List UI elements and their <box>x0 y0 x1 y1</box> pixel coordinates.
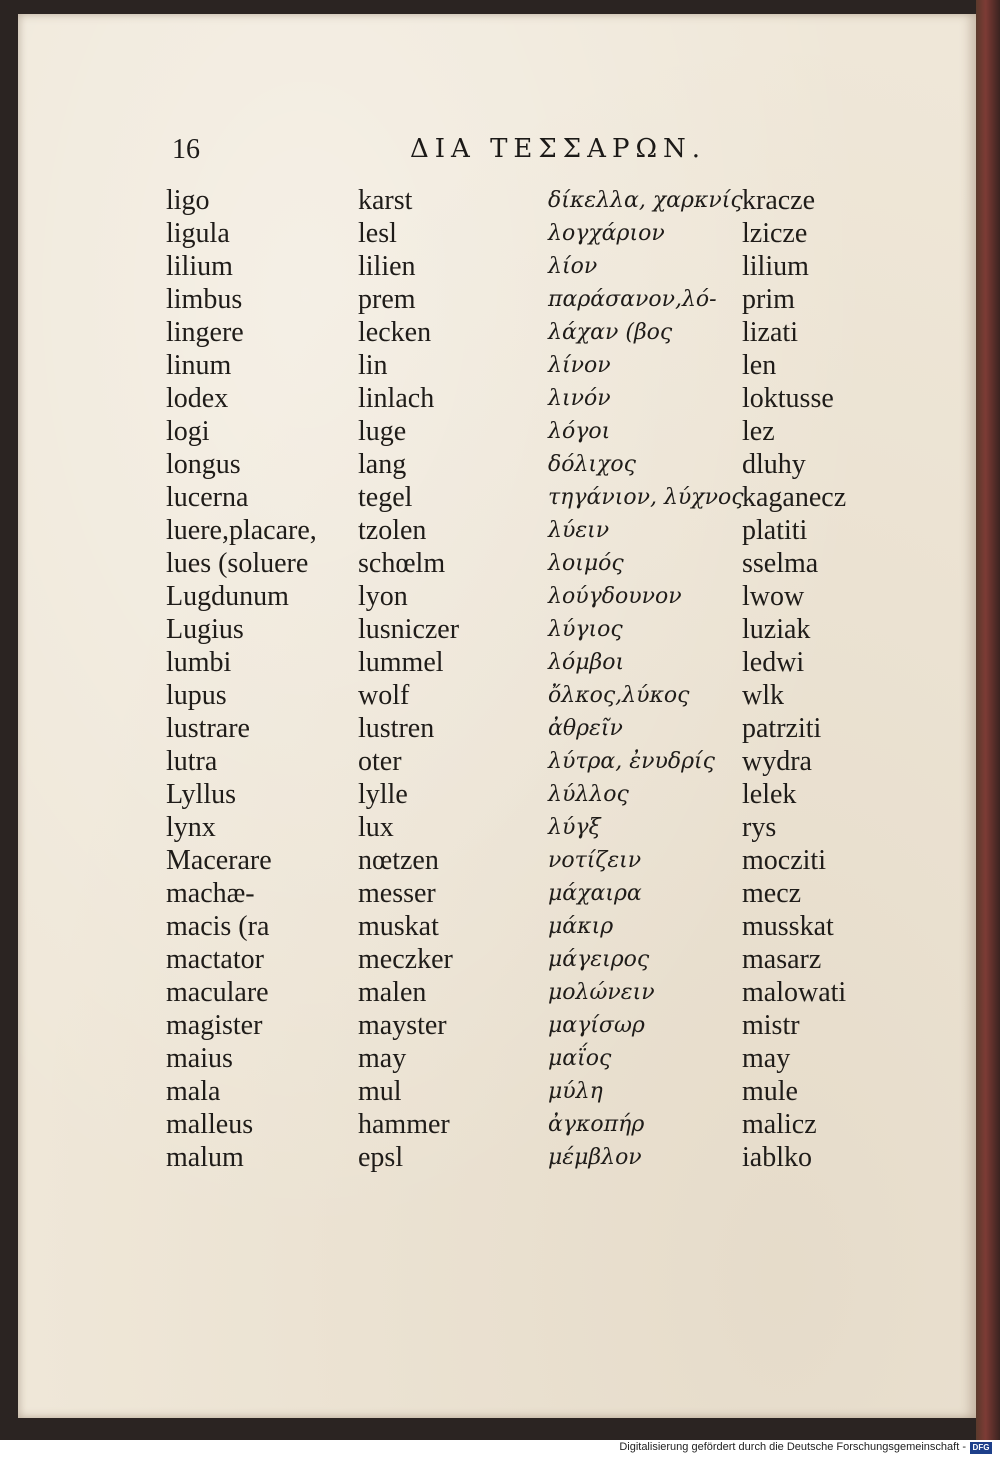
polish-entry: may <box>742 1043 791 1074</box>
greek-entry: μολώνειν <box>548 980 655 1005</box>
latin-entry: lilium <box>166 251 233 282</box>
german-entry: lusniczer <box>358 614 460 645</box>
german-entry: lylle <box>358 779 408 810</box>
german-entry: tegel <box>358 482 413 513</box>
latin-entry: machæ- <box>166 878 255 909</box>
polish-entry: lzicze <box>742 218 808 249</box>
latin-entry: Lugdunum <box>166 581 289 612</box>
german-entry: wolf <box>358 680 410 711</box>
greek-entry: ἀθρεῖν <box>548 716 623 741</box>
greek-entry: λίον <box>548 254 598 279</box>
latin-entry: luere,placare, <box>166 515 317 546</box>
german-entry: lummel <box>358 647 444 678</box>
greek-entry: λούγδουνον <box>548 584 682 609</box>
polish-entry: masarz <box>742 944 822 975</box>
latin-entry: logi <box>166 416 210 447</box>
greek-entry: μέμβλον <box>548 1145 642 1170</box>
german-entry: karst <box>358 185 413 216</box>
polish-entry: mecz <box>742 878 802 909</box>
greek-entry: μάκιρ <box>548 914 614 939</box>
funding-credit: Digitalisierung gefördert durch die Deutsche Forschungsgemeinschaft - <box>619 1441 966 1453</box>
german-entry: mul <box>358 1076 402 1107</box>
polish-entry: malicz <box>742 1109 817 1140</box>
german-entry: lux <box>358 812 394 843</box>
polish-entry: kracze <box>742 185 816 216</box>
latin-entry: lingere <box>166 317 244 348</box>
polish-entry: rys <box>742 812 777 843</box>
book-edge <box>976 0 1000 1440</box>
page-header <box>0 134 1000 174</box>
greek-entry: λύτρα, ἐνυδρίς <box>548 749 715 774</box>
latin-entry: longus <box>166 449 241 480</box>
german-entry: hammer <box>358 1109 450 1140</box>
greek-entry: δόλιχος <box>548 452 636 477</box>
greek-entry: δίκελλα, χαρκνίς <box>548 188 743 213</box>
latin-entry: limbus <box>166 284 243 315</box>
german-entry: linlach <box>358 383 435 414</box>
latin-entry: Lyllus <box>166 779 237 810</box>
polish-entry: wydra <box>742 746 812 777</box>
german-entry: may <box>358 1043 407 1074</box>
greek-entry: λοιμός <box>548 551 624 576</box>
german-entry: tzolen <box>358 515 427 546</box>
german-entry: messer <box>358 878 436 909</box>
greek-entry: λύειν <box>548 518 610 543</box>
polish-entry: platiti <box>742 515 808 546</box>
polish-entry: sselma <box>742 548 819 579</box>
german-entry: lecken <box>358 317 432 348</box>
greek-entry: λόγοι <box>548 419 611 444</box>
polish-entry: wlk <box>742 680 784 711</box>
running-title: ΔΙΑ ΤΕΣΣΑΡΩΝ. <box>410 134 707 164</box>
german-entry: epsl <box>358 1142 404 1173</box>
greek-entry: μάγειρος <box>548 947 650 972</box>
latin-entry: magister <box>166 1010 263 1041</box>
german-entry: lilien <box>358 251 416 282</box>
polish-entry: mule <box>742 1076 798 1107</box>
polish-entry: lwow <box>742 581 805 612</box>
latin-entry: malum <box>166 1142 244 1173</box>
footer-bar <box>0 1440 1000 1457</box>
polish-entry: kaganecz <box>742 482 847 513</box>
greek-entry: μύλη <box>548 1079 603 1104</box>
polish-entry: prim <box>742 284 795 315</box>
german-column <box>358 184 548 1174</box>
latin-entry: lupus <box>166 680 227 711</box>
latin-entry: Lugius <box>166 614 244 645</box>
greek-entry: τηγάνιον, λύχνος <box>548 485 744 510</box>
polish-entry: malowati <box>742 977 847 1008</box>
german-entry: luge <box>358 416 407 447</box>
polish-entry: ledwi <box>742 647 805 678</box>
greek-entry: ἀγκοπήρ <box>548 1112 645 1137</box>
latin-entry: lutra <box>166 746 218 777</box>
german-entry: prem <box>358 284 416 315</box>
latin-entry: ligo <box>166 185 210 216</box>
polish-entry: lez <box>742 416 775 447</box>
latin-entry: lynx <box>166 812 216 843</box>
polish-entry: dluhy <box>742 449 806 480</box>
greek-entry: νοτίζειν <box>548 848 642 873</box>
polish-entry: patrziti <box>742 713 822 744</box>
polish-column <box>742 184 912 1174</box>
greek-entry: λύγξ <box>548 815 601 840</box>
greek-entry: λάχαν (βος <box>548 320 673 345</box>
latin-entry: Macerare <box>166 845 272 876</box>
german-entry: schœlm <box>358 548 446 579</box>
latin-entry: mactator <box>166 944 264 975</box>
greek-entry: παράσανον,λό- <box>548 287 717 312</box>
polish-entry: lilium <box>742 251 809 282</box>
german-entry: lesl <box>358 218 397 249</box>
german-entry: lin <box>358 350 388 381</box>
latin-entry: ligula <box>166 218 230 249</box>
latin-entry: maculare <box>166 977 269 1008</box>
polish-entry: loktusse <box>742 383 834 414</box>
german-entry: lyon <box>358 581 408 612</box>
polish-entry: lelek <box>742 779 797 810</box>
greek-entry: μάχαιρα <box>548 881 642 906</box>
latin-entry: lodex <box>166 383 229 414</box>
polish-entry: luziak <box>742 614 811 645</box>
greek-entry: λόμβοι <box>548 650 625 675</box>
polish-entry: lizati <box>742 317 798 348</box>
greek-column <box>548 184 744 1174</box>
latin-entry: lustrare <box>166 713 250 744</box>
latin-entry: lumbi <box>166 647 232 678</box>
greek-entry: λύγιος <box>548 617 623 642</box>
german-entry: nœtzen <box>358 845 439 876</box>
german-entry: mayster <box>358 1010 447 1041</box>
latin-entry: mala <box>166 1076 221 1107</box>
polish-entry: musskat <box>742 911 834 942</box>
latin-entry: lues (soluere <box>166 548 309 579</box>
greek-entry: λύλλος <box>548 782 629 807</box>
latin-entry: maius <box>166 1043 233 1074</box>
latin-entry: linum <box>166 350 232 381</box>
latin-entry: lucerna <box>166 482 249 513</box>
polish-entry: mocziti <box>742 845 826 876</box>
polish-entry: mistr <box>742 1010 800 1041</box>
greek-entry: λίνον <box>548 353 611 378</box>
page-number: 16 <box>172 134 200 165</box>
latin-column <box>166 184 356 1174</box>
polish-entry: iablko <box>742 1142 812 1173</box>
latin-entry: malleus <box>166 1109 254 1140</box>
polish-entry: len <box>742 350 777 381</box>
german-entry: malen <box>358 977 427 1008</box>
german-entry: muskat <box>358 911 439 942</box>
greek-entry: λινόν <box>548 386 611 411</box>
greek-entry: μαΐος <box>548 1046 612 1071</box>
dfg-logo: DFG <box>970 1442 992 1454</box>
german-entry: lustren <box>358 713 435 744</box>
greek-entry: λογχάριον <box>548 221 665 246</box>
greek-entry: ὄλκος,λύκος <box>548 683 690 708</box>
greek-entry: μαγίσωρ <box>548 1013 645 1038</box>
german-entry: oter <box>358 746 402 777</box>
german-entry: meczker <box>358 944 453 975</box>
latin-entry: macis (ra <box>166 911 270 942</box>
german-entry: lang <box>358 449 407 480</box>
